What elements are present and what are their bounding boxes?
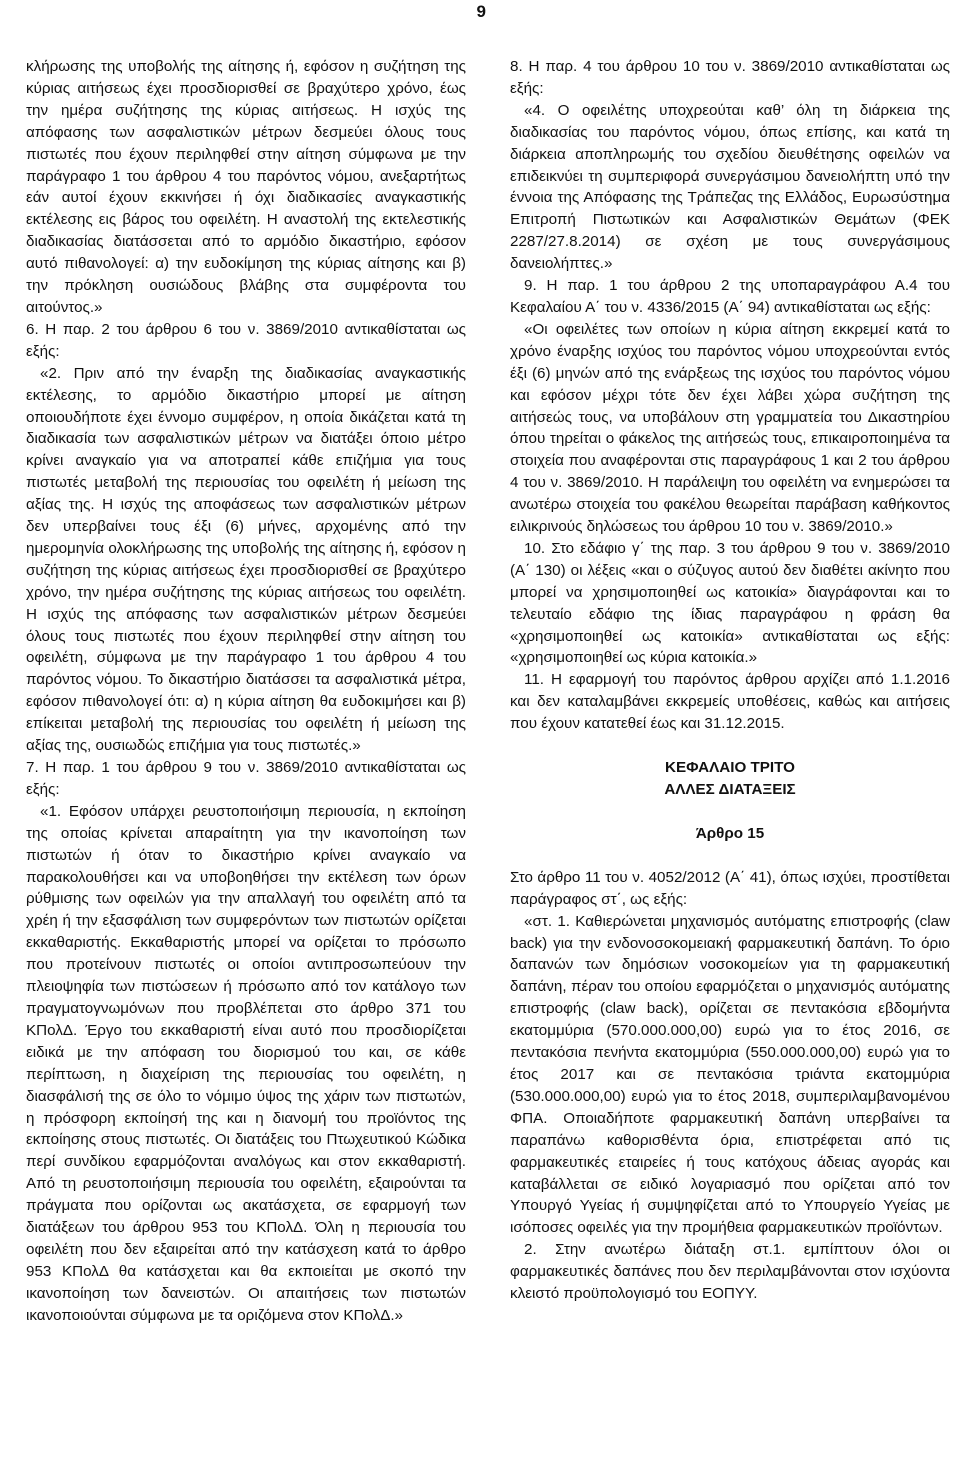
paragraph: 8. Η παρ. 4 του άρθρου 10 του ν. 3869/2010 αντικαθίσταται ως εξής: [510,58,950,97]
paragraph: «2. Πριν από την έναρξη της διαδικασίας αναγκαστικής εκτέλεσης, το αρμόδιο δικαστήριο μπορεί με αίτηση οποιουδήποτε έχει έννομο συμφέρον, η οποία δικάζεται κατά τη διαδικασία των ασφαλιστικών μέτρων να διατάξει όποιο μέτρο κρίνει αναγκαίο για να αποτραπεί κάθε επιζήμια για τους πιστωτές μεταβολή της περιουσίας του οφειλέτη ή μείωση της αξίας της. Η ισχύς της αποφάσεως των ασφαλιστικών μέτρων δεν υπερβαίνει τους έξι (6) μήνες, αρχομένης από την ημερομηνία ολοκλήρωσης της υποβολής της αίτησης ή, εφόσον η συζήτηση της κύριας αιτήσεως έχει προσδιορισθεί σε βραχύτερο χρόνο, την ημέρα συζήτησης της κύριας αιτήσεως του οφειλέτη. Η ισχύς της απόφασης των ασφαλιστικών μέτρων δεσμεύει όλους τους πιστωτές που έχουν περιληφθεί στην αίτηση του οφειλέτη, σύμφωνα με την παράγραφο 1 του άρθρου 4 του παρόντος νόμου. Το δικαστήριο διατάσσει τα ασφαλιστικά μέτρα, εφόσον πιθανολογεί ότι: α) η κύρια αίτηση θα ευδοκιμήσει και β) επίκειται μεταβολή της περιουσίας του οφειλέτη ή μείωση της αξίας της, ουσιωδώς επιζήμια για τους πιστωτές.» [26,364,466,755]
paragraph: 6. Η παρ. 2 του άρθρου 6 του ν. 3869/2010 αντικαθίσταται ως εξής: [26,320,466,360]
left-column [26,56,466,1327]
paragraph: «1. Εφόσον υπάρχει ρευστοποιήσιμη περιουσία, η εκποίηση της οποίας κρίνεται απαραίτητη για την ικανοποίηση των πιστωτών ή όταν το δικαστήριο κρίνει αναγκαίο να παρακολουθήσει και να υποβοηθήσει την εκτέλεση των όρων ρύθμισης των οφειλών για την απαλλαγή του οφειλέτη από τα χρέη ή την εξασφάλιση των συμφερόντων των πιστωτών ορίζεται εκκαθαριστής. Εκκαθαριστής μπορεί να ορίζεται το πρόσωπο που προτείνουν πιστωτές οι οποίοι αντιπροσωπεύουν την πλειοψηφία των πιστώσεων ή πρόσωπο από τον κατάλογο των πραγματογνωμόνων που προβλέπεται στο άρθρο 371 του ΚΠολΔ. Έργο του εκκαθαριστή είναι αυτό που προσδιορίζεται ειδικά με την απόφαση του διορισμού του και, σε κάθε περίπτωση, η διαχείριση της περιουσίας του οφειλέτη, η διασφάλισή της σε όλο το νόμιμο ύψος της χάριν των πιστωτών, η πρόσφορη εκποίησή της και η διανομή του προϊόντος της εκποίησης στους πιστωτές. Οι διατάξεις του Πτωχευτικού Κώδικα περί συνδίκου εφαρμόζονται αναλόγως και στον εκκαθαριστή. Από τη ρευστοποιήσιμη περιουσία του οφειλέτη, εξαιρούνται τα πράγματα που ορίζονται ως ακατάσχετα, σε εφαρμογή των διατάξεων του άρθρου 953 του ΚΠολΔ. Όλη η περιουσία του οφειλέτη που δεν εξαιρείται από την κατάσχεση κατά το άρθρο 953 ΚΠολΔ θα κατάσχεται και θα εκποιείται με σκοπό την ικανοποίηση των δανειστών. Οι απαιτήσεις των πιστωτών ικανοποιούνται σύμφωνα με τα οριζόμενα στον ΚΠολΔ.» [26,802,466,1324]
paragraph: Στο άρθρο 11 του ν. 4052/2012 (Α΄ 41), όπως ισχύει, προστίθεται παράγραφος στ΄, ως εξής: [510,868,950,908]
chapter-heading-block [510,757,950,845]
page-number: 9 [476,2,486,21]
chapter-heading: ΚΕΦΑΛΑΙΟ ΤΡΙΤΟ [665,759,795,777]
paragraph: 9. Η παρ. 1 του άρθρου 2 της υποπαραγράφου Α.4 του Κεφαλαίου Α΄ του ν. 4336/2015 (Α΄ 94) αντικαθίσταται ως εξής: [510,277,950,316]
paragraph: κλήρωσης της υποβολής της αίτησης ή, εφόσον η συζήτηση της κύριας αιτήσεως έχει προσδιορισθεί σε βραχύτερο χρόνο, έως την ημέρα συζήτησης της κύριας αιτήσεως. Η ισχύς της απόφασης των ασφαλιστικών μέτρων δεσμεύει όλους τους πιστωτές που έχουν περιληφθεί στην αίτηση σύμφωνα με την παράγραφο 1 του άρθρου 4 του παρόντος νόμου, ανεξαρτήτως εάν αυτοί έχουν εκκινήσει ή όχι διαδικασίες αναγκαστικής εκτέλεσης εις βάρος του οφειλέτη. Η αναστολή της εκτελεστικής διαδικασίας διατάσσεται από το αρμόδιο δικαστήριο, εφόσον αυτό πιθανολογεί: α) την ευδοκίμηση της κύριας αίτησης και β) την πρόκληση ουσιώδους βλάβης στα συμφέροντα του αιτούντος.» [26,58,466,316]
paragraph: «Οι οφειλέτες των οποίων η κύρια αίτηση εκκρεμεί κατά το χρόνο έναρξης ισχύος του παρόντος νόμου υποχρεούνται εντός έξι (6) μηνών από της ενάρξεως της ισχύος του παρόντος νόμου και εφόσον μέχρι τότε δεν έχει λάβει χώρα συζήτηση της αιτήσεώς τους, να υποβάλουν στη γραμματεία του Δικαστηρίου όπου τηρείται ο φάκελος της αιτήσεώς τους, επικαιροποιημένα τα στοιχεία που αναφέρονται στις παραγράφους 1 και 2 του άρθρου 4 του ν. 3869/2010. Η παράλειψη του οφειλέτη να ενημερώσει τα ανωτέρω στοιχεία του φακέλου θεωρείται παράβαση καθήκοντος ειλικρινούς δηλώσεως του άρθρου 10 του ν. 3869/2010.» [510,320,950,536]
paragraph: 7. Η παρ. 1 του άρθρου 9 του ν. 3869/2010 αντικαθίσταται ως εξής: [26,759,466,798]
article-title: Άρθρο 15 [695,824,765,842]
paragraph: 10. Στο εδάφιο γ΄ της παρ. 3 του άρθρου 9 του ν. 3869/2010 (Α΄ 130) οι λέξεις «και ο σύζυγος αυτού δεν διαθέτει ακίνητο που μπορεί να χρησιμοποιηθεί ως κατοικία» διαγράφονται και το τελευταίο εδάφιο της ίδιας παραγράφου η φράση θα «χρησιμοποιηθεί ως κατοικία» αντικαθίσταται ως εξής: «χρησιμοποιηθεί ως κύρια κατοικία.» [510,539,950,667]
paragraph: «4. Ο οφειλέτης υποχρεούται καθ’ όλη τη διάρκεια της διαδικασίας του παρόντος νόμου, όπως επίσης, και κατά τη διάρκεια αποπληρωμής του σχεδίου διευθέτησης οφειλών να επιδεικνύει τη συμπεριφορά συνεργάσιμου δανειολήπτη υπό την έννοια της Απόφασης της Τράπεζας της Ελλάδος, Ευρωσύστημα Επιτροπή Πιστωτικών και Ασφαλιστικών Θεμάτων (ΦΕΚ 2287/27.8.2014) σε σχέση με τους συνεργάσιμους δανειολήπτες.» [510,101,950,273]
paragraph: «στ. 1. Καθιερώνεται μηχανισμός αυτόματης επιστροφής (claw back) για την ενδονοσοκομειακή φαρμακευτική δαπάνη. Το όριο δαπανών των δημόσιων νοσοκομείων για τη φαρμακευτική δαπάνη, πέραν του οποίου εφαρμόζεται ο μηχανισμός αυτόματης επιστροφής (claw back), ορίζεται σε πεντακόσια εβδομήντα εκατομμύρια (570.000.000,00) ευρώ για το έτος 2016, σε πεντακόσια πενήντα εκατομμύρια (550.000.000,00) ευρώ για το έτος 2017 και σε πεντακόσια τριάντα εκατομμύρια (530.000.000,00) ευρώ για το έτος 2018, συμπεριλαμβανομένου ΦΠΑ. Οποιαδήποτε φαρμακευτική δαπάνη υπερβαίνει τα παραπάνω καθορισθέντα όρια, επιστρέφεται από τις φαρμακευτικές εταιρείες ή τους κατόχους άδειας αγοράς και καταβάλλεται σε ειδικό λογαριασμό που ορίζεται από τον Υπουργό Υγείας ή συμψηφίζεται από το Υπουργείο Υγείας με ισόποσες οφειλές για την προμήθεια φαρμακευτικών προϊόντων. [510,912,950,1237]
chapter-subheading: ΑΛΛΕΣ ΔΙΑΤΑΞΕΙΣ [664,781,796,798]
paragraph: 2. Στην ανωτέρω διάταξη στ.1. εμπίπτουν όλοι οι φαρμακευτικές δαπάνες που δεν περιλαμβάνονται στον ισχύοντα κλειστό προϋπολογισμό του ΕΟΠΥΥ. [510,1241,950,1303]
right-column [510,56,950,1305]
paragraph: 11. Η εφαρμογή του παρόντος άρθρου αρχίζει από 1.1.2016 και δεν καταλαμβάνει εκκρεμείς υποθέσεις, καθώς και αιτήσεις που έχουν κατατεθεί έως και 31.12.2015. [510,671,950,733]
